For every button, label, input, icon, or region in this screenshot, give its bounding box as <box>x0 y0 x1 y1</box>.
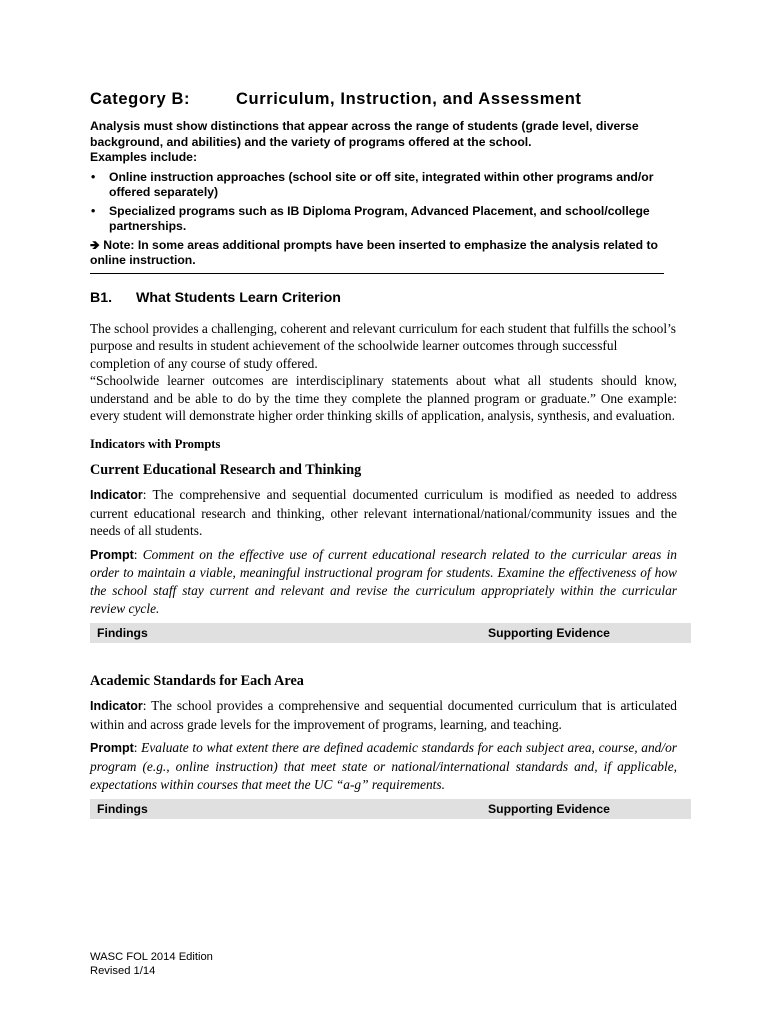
indicator-text: : The school provides a comprehensive and sequential documented curriculum that is articulated within and across grade levels for the improvement of programs, learning, and teaching. <box>90 698 677 732</box>
section-heading: Academic Standards for Each Area <box>90 673 304 690</box>
criterion-title: What Students Learn Criterion <box>136 289 341 306</box>
list-item-text: Online instruction approaches (school site or off site, integrated within other programs and/or offered separately) <box>109 169 654 199</box>
prompt-text: Comment on the effective use of current educational research related to the curricular areas in order to maintain a viable, meaningful instructional program for students. Examine the effectiveness of how the school staff stay current and relevant and revise the curriculum appropriately within the curricular review cycle. <box>90 546 677 616</box>
learner-outcomes-paragraph: “Schoolwide learner outcomes are interdisciplinary statements about what all students should know, understand and be able to do by the time they complete the planned program or graduate.” One example: every student will demonstrate higher order thinking skills of application, analysis, synthesis, and evaluation. <box>90 373 677 424</box>
list-item <box>90 170 677 201</box>
indicator-paragraph <box>90 486 677 540</box>
prompt-paragraph <box>90 739 677 793</box>
prompt-colon: : <box>133 546 143 562</box>
examples-label: Examples include: <box>90 150 198 164</box>
indicator-section <box>90 673 677 819</box>
section-heading: Current Educational Research and Thinking <box>90 462 362 479</box>
findings-evidence-header <box>90 623 691 643</box>
prompt-paragraph <box>90 546 677 617</box>
criterion-heading <box>90 290 677 306</box>
note-text: Note: In some areas additional prompts have been inserted to emphasize the analysis related to online instruction. <box>90 237 658 267</box>
document-page <box>90 90 677 819</box>
footer-revision: Revised 1/14 <box>90 965 156 977</box>
analysis-statement: Analysis must show distinctions that appear across the range of students (grade level, diverse background, and abilities) and the variety of programs offered at the school. <box>90 119 639 149</box>
supporting-evidence-label: Supporting Evidence <box>488 802 610 817</box>
category-heading <box>90 90 677 109</box>
bullet-icon: • <box>91 169 96 184</box>
criterion-number: B1. <box>90 289 113 306</box>
findings-evidence-header <box>90 799 691 819</box>
indicators-heading: Indicators with Prompts <box>90 437 221 452</box>
findings-label: Findings <box>97 802 148 817</box>
category-title: Curriculum, Instruction, and Assessment <box>236 90 582 108</box>
indicator-label: Indicator <box>90 488 143 503</box>
footer-edition: WASC FOL 2014 Edition <box>90 951 213 963</box>
section-divider <box>90 273 664 274</box>
note <box>90 238 677 269</box>
examples-list <box>90 170 677 235</box>
prompt-colon: : <box>133 740 142 756</box>
indicator-label: Indicator <box>90 699 143 714</box>
arrow-right-icon: 🡺 <box>90 237 100 252</box>
prompt-text: Evaluate to what extent there are defined academic standards for each subject area, course, and/or program (e.g., online instruction) that meet state or national/international standards and, if applicable, expectations within courses that meet the UC “a-g” requirements. <box>90 740 678 792</box>
indicator-section <box>90 462 677 643</box>
indicator-paragraph <box>90 697 677 733</box>
criterion-paragraph: The school provides a challenging, coherent and relevant curriculum for each student that fulfills the school’s purpose and results in student achievement of the schoolwide learner outcomes through successful completion of any course of study offered. <box>90 320 677 371</box>
list-item <box>90 204 677 235</box>
prompt-label: Prompt <box>90 741 134 756</box>
bullet-icon: • <box>91 203 96 218</box>
page-footer <box>90 950 213 978</box>
category-label: Category B: <box>90 90 191 108</box>
findings-label: Findings <box>97 626 148 641</box>
supporting-evidence-label: Supporting Evidence <box>488 626 610 641</box>
list-item-text: Specialized programs such as IB Diploma Program, Advanced Placement, and school/college partnerships. <box>109 203 650 233</box>
indicator-text: : The comprehensive and sequential documented curriculum is modified as needed to address current educational research and thinking, other relevant international/national/community issues and the needs of all students. <box>90 487 677 539</box>
prompt-label: Prompt <box>90 547 134 562</box>
